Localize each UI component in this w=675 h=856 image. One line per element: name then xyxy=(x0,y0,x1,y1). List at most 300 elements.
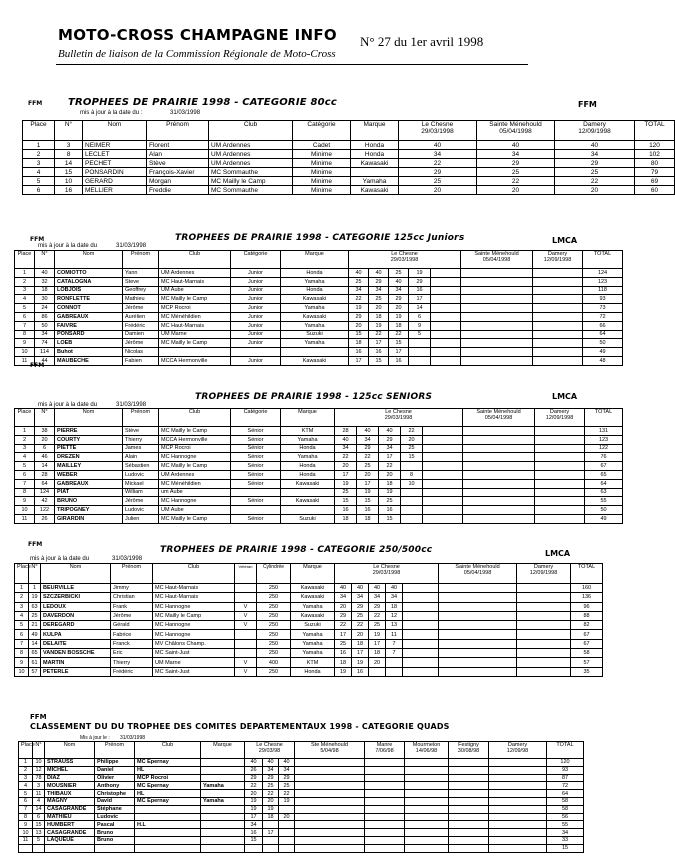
club-cell: MC Saint-Just xyxy=(153,649,235,658)
event-header: Manre 7/06/98 xyxy=(365,742,405,759)
club-cell: MC Mailly le Camp xyxy=(159,339,231,348)
total-cell: 50 xyxy=(583,339,623,348)
points-cell xyxy=(295,836,365,844)
table-row xyxy=(15,295,623,304)
number-cell: 10 xyxy=(33,759,45,767)
place-cell: 8 xyxy=(15,330,35,339)
points-cell: 19 xyxy=(369,321,389,330)
points-cell: 15 xyxy=(245,836,263,844)
number-cell: 32 xyxy=(35,277,55,286)
club-cell: MCP Rocroi xyxy=(159,444,231,453)
number-cell: 63 xyxy=(29,602,41,611)
points-cell xyxy=(533,321,583,330)
place-cell: 6 xyxy=(15,312,35,321)
place-cell: 4 xyxy=(19,782,33,790)
club-cell: MC Haut-Marnais xyxy=(159,277,231,286)
points-cell xyxy=(533,312,583,321)
number-cell: 4 xyxy=(33,797,45,805)
name-cell: CASAGRANDE xyxy=(45,829,95,837)
points-cell xyxy=(405,821,449,829)
points-cell: 18 xyxy=(357,514,379,523)
points-cell xyxy=(439,584,517,593)
table-row xyxy=(15,584,603,593)
place-cell: 5 xyxy=(15,304,35,313)
points-cell xyxy=(535,427,585,436)
points-cell: 22 xyxy=(335,453,357,462)
table-row xyxy=(19,836,584,844)
table-row xyxy=(15,312,623,321)
col-header: Club xyxy=(159,251,231,269)
col-header: Nom xyxy=(83,121,147,141)
points-cell xyxy=(423,479,463,488)
club-cell xyxy=(135,805,201,813)
update-label: mis à jour à la date du : xyxy=(80,110,143,116)
org-label-right: LMCA xyxy=(552,236,578,245)
points-cell: 22 xyxy=(279,790,295,798)
points-cell xyxy=(423,427,463,436)
points-cell xyxy=(295,759,365,767)
points-cell xyxy=(489,774,547,782)
points-cell: 20 xyxy=(279,813,295,821)
brand-cell xyxy=(201,759,245,767)
total-cell: 67 xyxy=(571,630,603,639)
name-cell xyxy=(45,844,95,852)
points-cell: 40 xyxy=(369,584,386,593)
veteran-cell: V xyxy=(235,658,257,667)
points-cell xyxy=(401,506,423,515)
points-cell: 34 xyxy=(349,286,369,295)
club-cell: MC Hannogne xyxy=(159,497,231,506)
points-cell: 15 xyxy=(335,497,357,506)
event-header: Le Chesne 29/03/98 xyxy=(245,742,295,759)
event-header: Damery 12/09/1998 xyxy=(533,251,583,269)
points-cell: 19 xyxy=(409,269,431,278)
points-cell: 17 xyxy=(263,829,279,837)
total-cell: 55 xyxy=(585,497,623,506)
points-cell: 40 xyxy=(335,435,357,444)
points-cell xyxy=(533,286,583,295)
points-cell: 14 xyxy=(409,304,431,313)
firstname-cell: Julien xyxy=(123,514,159,523)
col-header: N° xyxy=(35,251,55,269)
col-header: Marque xyxy=(291,564,335,584)
points-cell: 17 xyxy=(389,348,409,357)
firstname-cell: Nicolas xyxy=(123,348,159,357)
points-cell: 17 xyxy=(245,813,263,821)
points-cell: 40 xyxy=(279,759,295,767)
section-title: TROPHEES DE PRAIRIE 1998 - CATEGORIE 125cc Juniors xyxy=(175,233,465,243)
points-cell: 25 xyxy=(477,168,555,177)
number-cell: 11 xyxy=(33,790,45,798)
category-cell xyxy=(231,506,281,515)
total-cell: 64 xyxy=(585,479,623,488)
name-cell: LOBJOIS xyxy=(55,286,123,295)
number-cell: 3 xyxy=(55,141,83,150)
number-cell: 78 xyxy=(33,774,45,782)
col-header: Marque xyxy=(351,121,399,141)
points-cell: 20 xyxy=(245,790,263,798)
points-cell xyxy=(365,829,405,837)
points-cell xyxy=(489,759,547,767)
points-cell xyxy=(403,667,439,676)
club-cell: MC Epernay xyxy=(135,759,201,767)
table-row xyxy=(23,141,675,150)
number-cell: 18 xyxy=(35,286,55,295)
place-cell: 3 xyxy=(15,286,35,295)
firstname-cell: Florent xyxy=(147,141,209,150)
col-header: Club xyxy=(135,742,201,759)
points-cell xyxy=(279,844,295,852)
points-cell xyxy=(365,797,405,805)
col-header: TOTAL xyxy=(585,409,623,427)
points-cell: 16 xyxy=(352,667,369,676)
veteran-cell: V xyxy=(235,621,257,630)
name-cell: BRUNO xyxy=(55,497,123,506)
points-cell: 25 xyxy=(399,177,477,186)
name-cell: MAUBECHE xyxy=(55,356,123,365)
points-cell xyxy=(423,462,463,471)
firstname-cell: Stève xyxy=(123,427,159,436)
total-cell: 49 xyxy=(585,514,623,523)
club-cell: MC Ménéhildien xyxy=(159,312,231,321)
number-cell: 38 xyxy=(35,427,55,436)
total-cell: 136 xyxy=(571,593,603,602)
table-row xyxy=(15,667,603,676)
brand-cell: Yamaha xyxy=(281,435,335,444)
points-cell xyxy=(461,269,533,278)
club-cell: MC Mailly le Camp xyxy=(153,611,235,620)
displacement-cell: 250 xyxy=(257,593,291,602)
table-row xyxy=(15,321,623,330)
number-cell: 124 xyxy=(35,488,55,497)
points-cell xyxy=(403,649,439,658)
total-cell: 64 xyxy=(547,790,584,798)
total-cell: 58 xyxy=(547,797,584,805)
points-cell xyxy=(461,295,533,304)
points-cell xyxy=(535,488,585,497)
points-cell: 16 xyxy=(409,286,431,295)
brand-cell xyxy=(201,844,245,852)
firstname-cell: Ludovic xyxy=(123,506,159,515)
col-header: Place xyxy=(19,742,33,759)
points-cell: 22 xyxy=(379,462,401,471)
place-cell: 9 xyxy=(19,821,33,829)
col-header: Marque xyxy=(201,742,245,759)
event-header: Le Chesne 29/03/1998 xyxy=(349,251,461,269)
place-cell: 11 xyxy=(15,356,35,365)
points-cell xyxy=(431,330,461,339)
club-cell: MC Mailly le Camp xyxy=(209,177,293,186)
firstname-cell: David xyxy=(95,797,135,805)
name-cell: PIETTE xyxy=(55,444,123,453)
table-row xyxy=(23,168,675,177)
points-cell: 17 xyxy=(369,339,389,348)
update-label: Mis à jour le : xyxy=(80,735,110,741)
points-cell: 40 xyxy=(349,269,369,278)
name-cell: RONFLETTE xyxy=(55,295,123,304)
org-label-left: FFM xyxy=(30,713,47,721)
points-cell xyxy=(245,844,263,852)
points-cell xyxy=(423,506,463,515)
total-cell: 35 xyxy=(571,667,603,676)
points-cell: 17 xyxy=(379,453,401,462)
club-cell: MC Haut-Marnais xyxy=(153,593,235,602)
points-cell: 17 xyxy=(369,639,386,648)
table-row xyxy=(15,488,623,497)
col-header: Catégorie xyxy=(231,251,281,269)
number-cell: 25 xyxy=(29,611,41,620)
points-cell xyxy=(405,790,449,798)
club-cell: UM Ardennes xyxy=(209,150,293,159)
points-cell: 25 xyxy=(335,639,352,648)
total-cell: 48 xyxy=(583,356,623,365)
points-cell: 15 xyxy=(379,514,401,523)
event-header: Damery 12/09/1998 xyxy=(535,409,585,427)
firstname-cell: Bruno xyxy=(95,836,135,844)
points-cell: 25 xyxy=(357,462,379,471)
points-cell xyxy=(403,658,439,667)
category-cell: Minime xyxy=(293,186,351,195)
name-cell: LEDOUX xyxy=(41,602,111,611)
table-row xyxy=(19,844,584,852)
points-cell xyxy=(405,836,449,844)
number-cell: 42 xyxy=(35,497,55,506)
table-row xyxy=(15,304,623,313)
points-cell xyxy=(295,844,365,852)
col-header: Cylindrée xyxy=(257,564,291,584)
place-cell: 7 xyxy=(15,321,35,330)
col-header: Nom xyxy=(55,251,123,269)
club-cell: MCCA Hermonville xyxy=(159,435,231,444)
points-cell: 18 xyxy=(335,658,352,667)
name-cell: MATHIEU xyxy=(45,813,95,821)
points-cell: 22 xyxy=(477,177,555,186)
number-cell: 21 xyxy=(29,621,41,630)
points-cell: 19 xyxy=(357,488,379,497)
club-cell: MCP Rocroi xyxy=(159,304,231,313)
number-cell: 6 xyxy=(35,444,55,453)
place-cell: 10 xyxy=(15,667,29,676)
points-cell xyxy=(365,805,405,813)
points-cell xyxy=(431,295,461,304)
number-cell: 14 xyxy=(33,805,45,813)
points-cell: 15 xyxy=(349,330,369,339)
firstname-cell: Fabrice xyxy=(111,630,153,639)
col-header: TOTAL xyxy=(571,564,603,584)
total-cell: 76 xyxy=(585,453,623,462)
points-cell xyxy=(517,593,571,602)
veteran-cell: V xyxy=(235,667,257,676)
firstname-cell: Aurélien xyxy=(123,312,159,321)
displacement-cell: 250 xyxy=(257,639,291,648)
table-row xyxy=(15,649,603,658)
col-header: Nom xyxy=(55,409,123,427)
points-cell xyxy=(535,462,585,471)
points-cell xyxy=(449,797,489,805)
points-cell: 34 xyxy=(477,150,555,159)
name-cell: GABREAUX xyxy=(55,479,123,488)
firstname-cell: Alain xyxy=(123,453,159,462)
veteran-cell xyxy=(235,630,257,639)
points-cell: 16 xyxy=(245,829,263,837)
place-cell: 4 xyxy=(15,611,29,620)
points-cell: 25 xyxy=(389,269,409,278)
points-cell xyxy=(431,321,461,330)
table-row xyxy=(15,470,623,479)
category-cell: Junior xyxy=(231,304,281,313)
club-cell: MC Epernay xyxy=(135,797,201,805)
points-cell xyxy=(461,312,533,321)
points-cell xyxy=(365,844,405,852)
brand-cell: Yamaha xyxy=(201,797,245,805)
points-cell: 11 xyxy=(386,630,403,639)
place-cell xyxy=(19,844,33,852)
points-cell: 17 xyxy=(352,649,369,658)
place-cell: 6 xyxy=(19,797,33,805)
points-cell xyxy=(533,339,583,348)
name-cell: VANDEN BOSSCHE xyxy=(41,649,111,658)
firstname-cell: Jérôme xyxy=(123,339,159,348)
place-cell: 1 xyxy=(19,759,33,767)
points-cell xyxy=(533,269,583,278)
points-cell xyxy=(449,836,489,844)
club-cell xyxy=(135,836,201,844)
total-cell: 49 xyxy=(583,348,623,357)
brand-cell: Yamaha xyxy=(281,304,349,313)
total-cell: 102 xyxy=(635,150,675,159)
update-date: 31/03/1998 xyxy=(116,402,147,408)
points-cell: 18 xyxy=(349,339,369,348)
total-cell: 56 xyxy=(547,813,584,821)
table-row xyxy=(23,186,675,195)
place-cell: 5 xyxy=(15,462,35,471)
points-cell: 29 xyxy=(352,602,369,611)
points-cell xyxy=(449,759,489,767)
points-cell: 19 xyxy=(389,312,409,321)
category-cell: Junior xyxy=(231,277,281,286)
category-cell: Sénior xyxy=(231,479,281,488)
points-cell xyxy=(365,821,405,829)
points-cell xyxy=(295,766,365,774)
section-title: TROPHEES DE PRAIRIE 1998 - CATEGORIE 250/500cc xyxy=(160,545,433,555)
points-cell: 34 xyxy=(379,444,401,453)
points-cell xyxy=(295,813,365,821)
points-cell: 18 xyxy=(335,514,357,523)
points-cell: 10 xyxy=(401,479,423,488)
points-cell: 29 xyxy=(369,277,389,286)
points-cell: 29 xyxy=(379,435,401,444)
points-cell xyxy=(403,602,439,611)
firstname-cell: William xyxy=(123,488,159,497)
veteran-cell xyxy=(235,639,257,648)
firstname-cell: Jérôme xyxy=(123,304,159,313)
category-cell: Minime xyxy=(293,177,351,186)
category-cell xyxy=(231,488,281,497)
points-cell: 17 xyxy=(357,479,379,488)
points-cell: 34 xyxy=(555,150,635,159)
total-cell: 118 xyxy=(583,286,623,295)
name-cell: GIRARDIN xyxy=(55,514,123,523)
col-header: N° xyxy=(33,742,45,759)
points-cell xyxy=(403,611,439,620)
points-cell xyxy=(405,782,449,790)
firstname-cell: Frédéric xyxy=(123,321,159,330)
name-cell: TRIPOGNEY xyxy=(55,506,123,515)
brand-cell xyxy=(281,348,349,357)
points-cell xyxy=(263,844,279,852)
club-cell: MC Mailly le Camp xyxy=(159,427,231,436)
points-cell xyxy=(423,435,463,444)
number-cell: 14 xyxy=(35,462,55,471)
points-cell xyxy=(423,470,463,479)
points-cell: 29 xyxy=(279,774,295,782)
points-cell xyxy=(449,844,489,852)
total-cell: 57 xyxy=(571,658,603,667)
brand-cell: KTM xyxy=(281,427,335,436)
name-cell: PONSARD xyxy=(55,330,123,339)
points-cell xyxy=(409,339,431,348)
points-cell xyxy=(405,797,449,805)
points-cell xyxy=(386,658,403,667)
points-cell xyxy=(449,805,489,813)
points-cell xyxy=(423,514,463,523)
points-cell xyxy=(439,611,517,620)
total-cell: 96 xyxy=(571,602,603,611)
event-header: Damery 12/09/98 xyxy=(489,742,547,759)
name-cell: PONSARDIN xyxy=(83,168,147,177)
total-cell: 72 xyxy=(547,782,584,790)
points-cell: 34 xyxy=(386,593,403,602)
points-cell xyxy=(279,821,295,829)
ranking-table-125-juniors xyxy=(14,250,623,366)
points-cell: 20 xyxy=(352,630,369,639)
brand-cell xyxy=(201,805,245,813)
points-cell: 20 xyxy=(335,602,352,611)
points-cell xyxy=(533,277,583,286)
points-cell xyxy=(449,813,489,821)
firstname-cell: Bruno xyxy=(95,829,135,837)
total-cell: 124 xyxy=(583,269,623,278)
brand-cell: Kawasaki xyxy=(281,479,335,488)
veteran-cell: V xyxy=(235,611,257,620)
club-cell: MC Mailly le Camp xyxy=(159,462,231,471)
category-cell: Sénior xyxy=(231,470,281,479)
table-row xyxy=(19,829,584,837)
number-cell: 57 xyxy=(29,667,41,676)
points-cell: 29 xyxy=(477,159,555,168)
points-cell: 29 xyxy=(399,168,477,177)
points-cell xyxy=(489,805,547,813)
number-cell: 8 xyxy=(55,150,83,159)
points-cell: 16 xyxy=(335,649,352,658)
place-cell: 5 xyxy=(23,177,55,186)
brand-cell: Kawasaki xyxy=(351,186,399,195)
points-cell xyxy=(489,836,547,844)
category-cell: Sénior xyxy=(231,497,281,506)
points-cell xyxy=(461,304,533,313)
update-date: 31/03/1998 xyxy=(170,110,201,116)
points-cell: 40 xyxy=(369,269,389,278)
table-row xyxy=(15,453,623,462)
brand-cell: Yamaha xyxy=(281,339,349,348)
name-cell: DELAITE xyxy=(41,639,111,648)
points-cell: 40 xyxy=(386,584,403,593)
points-cell xyxy=(463,444,535,453)
points-cell xyxy=(386,667,403,676)
col-header: Catégorie xyxy=(293,121,351,141)
section-title: CLASSEMENT DU DU TROPHEE DES COMITES DEPARTEMENTAUX 1998 - CATEGORIE QUADS xyxy=(30,722,450,731)
brand-cell: Yamaha xyxy=(351,177,399,186)
